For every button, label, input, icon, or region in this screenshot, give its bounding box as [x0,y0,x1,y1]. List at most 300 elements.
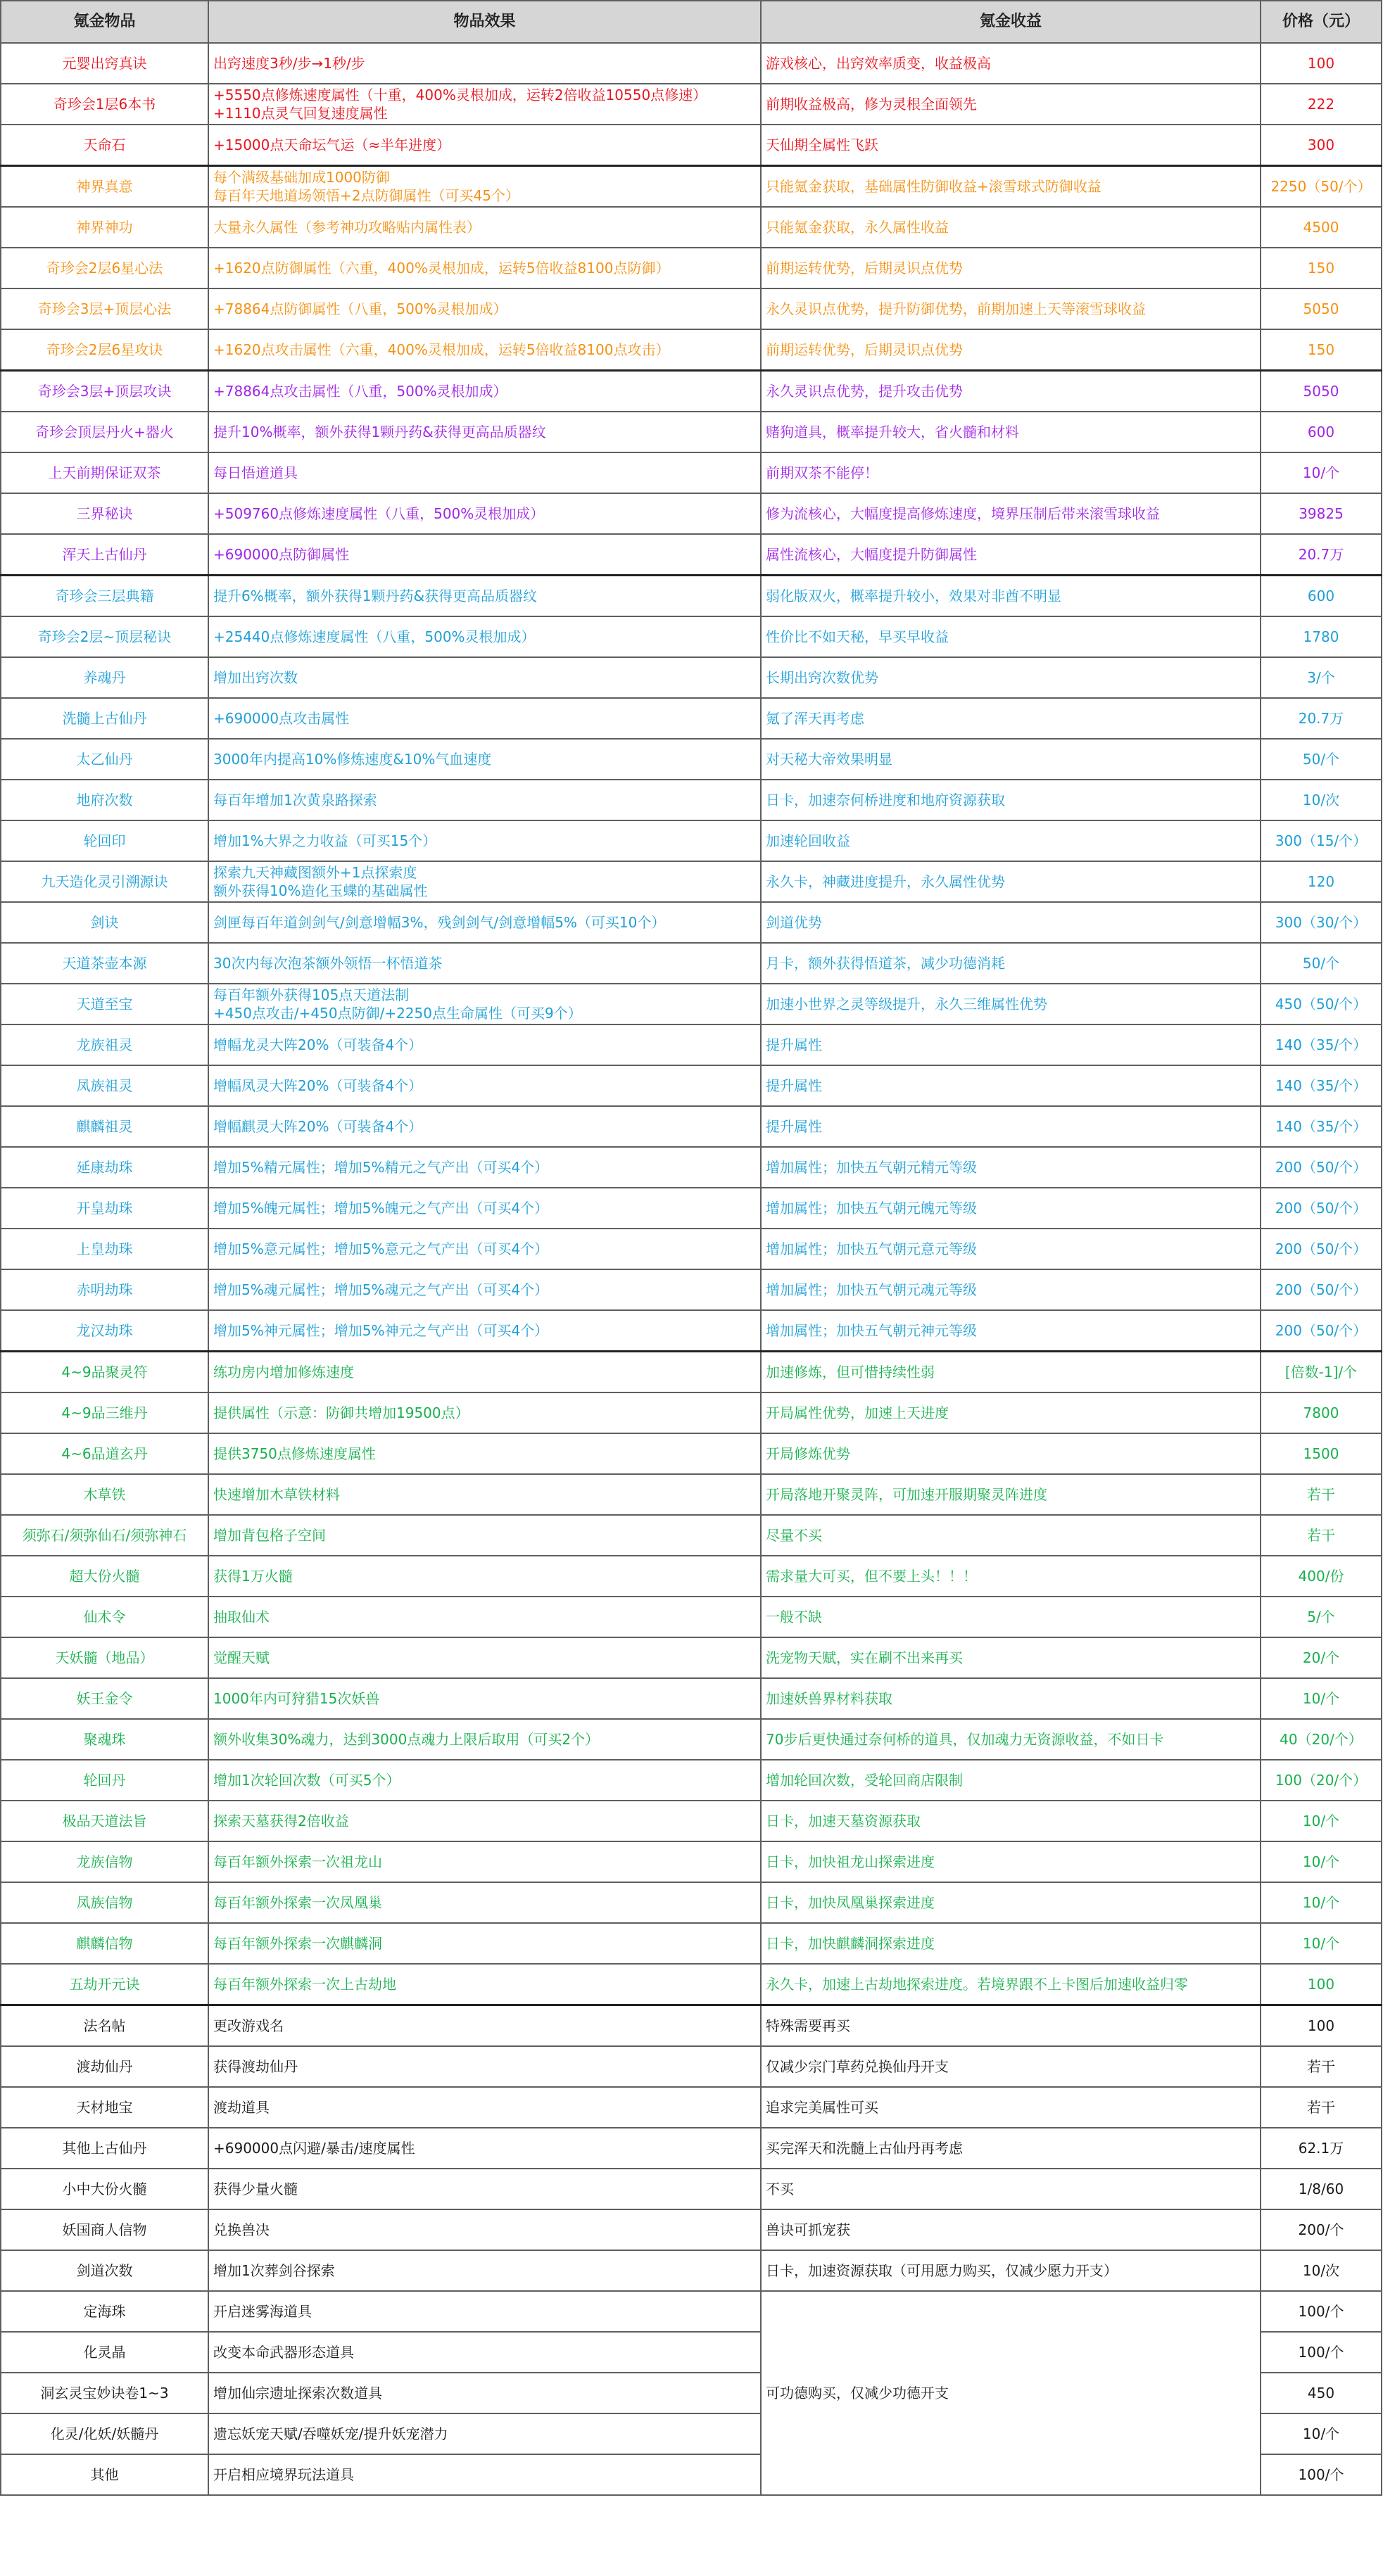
item-price: 600 [1261,412,1382,452]
item-name: 凤族信物 [1,1882,208,1923]
item-effect-line: 获得1万火髓 [213,1568,293,1585]
table-row [1,2209,1382,2250]
item-effect [208,1065,761,1106]
item-effect-line: 开启迷雾海道具 [213,2303,312,2320]
item-price: 10/个 [1261,1841,1382,1882]
item-effect [208,2413,761,2454]
item-price: 40（20/个） [1261,1719,1382,1760]
item-effect [208,43,761,84]
item-price: 450 [1261,2373,1382,2413]
item-gain: 日卡，加快祖龙山探索进度 [761,1841,1261,1882]
item-gain: 兽诀可抓宠获 [761,2209,1261,2250]
item-effect [208,2291,761,2332]
item-effect [208,1147,761,1188]
item-name: 凤族祖灵 [1,1065,208,1106]
table-row [1,943,1382,984]
item-effect [208,2087,761,2128]
item-effect-line: 增加1次葬剑谷探索 [213,2262,335,2279]
table-row [1,576,1382,617]
item-effect [208,1515,761,1556]
item-price: 若干 [1261,1515,1382,1556]
item-effect [208,943,761,984]
item-effect [208,2128,761,2169]
item-effect-line: 每百年额外探索一次麒麟洞 [213,1935,382,1952]
item-effect-line: +450点攻击/+450点防御/+2250点生命属性（可买9个） [213,1005,582,1022]
item-gain: 永久卡，加速上古劫地探索进度。若境界跟不上卡图后加速收益归零 [761,1964,1261,2005]
item-gain: 剑道优势 [761,902,1261,943]
item-gain: 提升属性 [761,1024,1261,1065]
item-name: 洗髓上古仙丹 [1,698,208,739]
item-price: 222 [1261,84,1382,125]
table-row [1,1637,1382,1678]
item-price: 4500 [1261,207,1382,248]
item-price: 50/个 [1261,739,1382,780]
item-name: 上天前期保证双茶 [1,452,208,493]
item-name: 三界秘诀 [1,493,208,534]
item-name: 赤明劫珠 [1,1269,208,1310]
table-row [1,493,1382,534]
item-gain: 性价比不如天秘，早买早收益 [761,616,1261,657]
item-gain: 开局属性优势，加速上天进度 [761,1392,1261,1433]
item-effect [208,166,761,208]
item-effect-line: 渡劫道具 [213,2099,270,2116]
table-row [1,1841,1382,1882]
item-price: 140（35/个） [1261,1065,1382,1106]
item-effect-line: 额外收集30%魂力，达到3000点魂力上限后取用（可买2个） [213,1731,600,1748]
item-gain: 增加轮回次数，受轮回商店限制 [761,1760,1261,1801]
item-name: 妖王金令 [1,1678,208,1719]
item-gain: 前期收益极高，修为灵根全面领先 [761,84,1261,125]
item-name: 麒麟祖灵 [1,1106,208,1147]
table-row [1,1229,1382,1269]
item-effect [208,493,761,534]
item-effect-line: +1620点防御属性（六重，400%灵根加成，运转5倍收益8100点防御） [213,260,670,277]
table-row [1,1392,1382,1433]
item-effect [208,2332,761,2373]
table-row [1,739,1382,780]
item-effect-line: +25440点修炼速度属性（八重，500%灵根加成） [213,628,536,645]
item-name: 奇珍会顶层丹火+器火 [1,412,208,452]
item-effect-line: 提升10%概率，额外获得1颗丹药&获得更高品质器纹 [213,424,546,440]
item-effect-line: 提供3750点修炼速度属性 [213,1445,376,1462]
item-effect [208,371,761,412]
item-gain: 只能氪金获取，基础属性防御收益+滚雪球式防御收益 [761,166,1261,208]
item-effect [208,1433,761,1474]
item-gain: 弱化版双火，概率提升较小，效果对非酋不明显 [761,576,1261,617]
item-effect-line: 增加1%大界之力收益（可买15个） [213,832,437,849]
item-gain: 永久灵识点优势，提升攻击优势 [761,371,1261,412]
header-row [1,1,1382,43]
item-price: 600 [1261,576,1382,617]
table-row [1,698,1382,739]
item-name: 上皇劫珠 [1,1229,208,1269]
item-gain: 特殊需要再买 [761,2005,1261,2047]
item-effect-line: 每百年额外探索一次上古劫地 [213,1976,396,1993]
item-name: 聚魂珠 [1,1719,208,1760]
item-effect [208,1882,761,1923]
item-gain: 氪了浑天再考虑 [761,698,1261,739]
table-row [1,2169,1382,2209]
item-gain: 前期双茶不能停！ [761,452,1261,493]
item-effect [208,248,761,288]
item-gain: 一般不缺 [761,1597,1261,1637]
header-price: 价格（元） [1261,1,1382,43]
item-effect-line: 30次内每次泡茶额外领悟一杯悟道茶 [213,955,443,972]
item-price: 5050 [1261,288,1382,329]
item-name: 极品天道法旨 [1,1801,208,1841]
item-effect-line: 1000年内可狩猎15次妖兽 [213,1690,380,1707]
item-name: 洞玄灵宝妙诀卷1~3 [1,2373,208,2413]
table-row [1,452,1382,493]
table-row [1,2128,1382,2169]
item-effect-line: 增加出窍次数 [213,669,298,686]
table-row [1,780,1382,820]
item-gain: 月卡，额外获得悟道茶，减少功德消耗 [761,943,1261,984]
item-price: 120 [1261,861,1382,902]
item-effect [208,452,761,493]
item-gain: 增加属性；加快五气朝元魄元等级 [761,1188,1261,1229]
item-effect-line: 每百年天地道场领悟+2点防御属性（可买45个） [213,187,519,204]
item-price: 100/个 [1261,2332,1382,2373]
item-gain: 日卡，加快麒麟洞探索进度 [761,1923,1261,1964]
item-effect-line: 改变本命武器形态道具 [213,2344,354,2361]
item-name: 养魂丹 [1,657,208,698]
item-effect [208,1556,761,1597]
item-price: 1/8/60 [1261,2169,1382,2209]
item-name: 奇珍会3层+顶层心法 [1,288,208,329]
item-effect [208,1352,761,1393]
item-gain: 仅减少宗门草药兑换仙丹开支 [761,2046,1261,2087]
item-name: 龙族祖灵 [1,1024,208,1065]
item-effect-line: +690000点闪避/暴击/速度属性 [213,2140,415,2157]
item-price: 200（50/个） [1261,1310,1382,1352]
item-gain: 尽量不买 [761,1515,1261,1556]
table-row [1,902,1382,943]
item-effect-line: +15000点天命坛气运（≈半年进度） [213,137,451,153]
item-effect-line: +690000点防御属性 [213,546,350,563]
item-name: 奇珍会2层6星攻诀 [1,329,208,371]
item-gain: 日卡，加快凤凰巢探索进度 [761,1882,1261,1923]
item-effect-line: +1110点灵气回复速度属性 [213,105,388,122]
item-gain: 加速修炼，但可惜持续性弱 [761,1352,1261,1393]
item-price: 若干 [1261,2046,1382,2087]
item-effect [208,1597,761,1637]
header-gain: 氪金收益 [761,1,1261,43]
item-effect [208,616,761,657]
item-name: 元婴出窍真诀 [1,43,208,84]
item-gain: 游戏核心，出窍效率质变，收益极高 [761,43,1261,84]
table-row [1,1474,1382,1515]
item-name: 定海珠 [1,2291,208,2332]
item-gain: 加速妖兽界材料获取 [761,1678,1261,1719]
item-effect [208,1637,761,1678]
item-gain: 提升属性 [761,1065,1261,1106]
item-name: 超大份火髓 [1,1556,208,1597]
item-name: 4~6品道玄丹 [1,1433,208,1474]
item-effect [208,861,761,902]
table-row [1,1269,1382,1310]
item-effect-line: 开启相应境界玩法道具 [213,2466,354,2483]
item-effect [208,2046,761,2087]
table-row [1,125,1382,166]
item-effect-line: 每百年额外探索一次祖龙山 [213,1853,382,1870]
item-gain: 增加属性；加快五气朝元神元等级 [761,1310,1261,1352]
item-gain: 需求量大可买，但不要上头！！！ [761,1556,1261,1597]
item-gain: 增加属性；加快五气朝元精元等级 [761,1147,1261,1188]
item-name: 妖国商人信物 [1,2209,208,2250]
item-gain: 增加属性；加快五气朝元意元等级 [761,1229,1261,1269]
item-price: 100（20/个） [1261,1760,1382,1801]
item-effect [208,984,761,1024]
item-name: 天妖髓（地品） [1,1637,208,1678]
item-gain: 永久卡，神藏进度提升，永久属性优势 [761,861,1261,902]
item-name: 天道茶壶本源 [1,943,208,984]
item-gain: 长期出窍次数优势 [761,657,1261,698]
item-effect-line: 增幅麒灵大阵20%（可装备4个） [213,1118,423,1135]
table-row [1,166,1382,208]
item-effect [208,1678,761,1719]
item-name: 浑天上古仙丹 [1,534,208,576]
item-effect [208,1310,761,1352]
item-name: 4~9品聚灵符 [1,1352,208,1393]
item-price: 200（50/个） [1261,1188,1382,1229]
item-price: 1500 [1261,1433,1382,1474]
item-gain: 提升属性 [761,1106,1261,1147]
item-gain: 属性流核心，大幅度提升防御属性 [761,534,1261,576]
item-name: 木草铁 [1,1474,208,1515]
item-name: 奇珍会1层6本书 [1,84,208,125]
item-effect [208,780,761,820]
item-name: 须弥石/须弥仙石/须弥神石 [1,1515,208,1556]
item-effect-line: 提升6%概率，额外获得1颗丹药&获得更高品质器纹 [213,588,538,604]
item-price: 20/个 [1261,1637,1382,1678]
item-effect-line: 遗忘妖宠天赋/吞噬妖宠/提升妖宠潜力 [213,2425,448,2442]
item-name: 4~9品三维丹 [1,1392,208,1433]
item-effect-line: 3000年内提高10%修炼速度&10%气血速度 [213,751,492,768]
item-gain: 加速小世界之灵等级提升，永久三维属性优势 [761,984,1261,1024]
item-price: 20.7万 [1261,534,1382,576]
item-effect-line: 提供属性（示意：防御共增加19500点） [213,1404,469,1421]
item-effect [208,125,761,166]
item-price: 400/份 [1261,1556,1382,1597]
item-name: 化灵/化妖/妖髓丹 [1,2413,208,2454]
table-row [1,2291,1382,2332]
table-row [1,207,1382,248]
item-effect-line: 出窍速度3秒/步→1秒/步 [213,55,365,72]
table-row [1,1760,1382,1801]
table-row [1,1065,1382,1106]
item-price: 2250（50/个） [1261,166,1382,208]
item-name: 五劫开元诀 [1,1964,208,2005]
item-price: 1780 [1261,616,1382,657]
item-price: 100 [1261,1964,1382,2005]
item-effect [208,534,761,576]
table-row [1,534,1382,576]
item-price: 150 [1261,329,1382,371]
item-effect-line: 增加5%魂元属性；增加5%魂元之气产出（可买4个） [213,1281,549,1298]
item-effect [208,739,761,780]
item-effect-line: 每个满级基础加成1000防御 [213,169,390,186]
item-gain: 追求完美属性可买 [761,2087,1261,2128]
item-effect [208,1801,761,1841]
item-name: 麒麟信物 [1,1923,208,1964]
item-name: 神界真意 [1,166,208,208]
item-effect [208,657,761,698]
table-row [1,1352,1382,1393]
item-gain: 加速轮回收益 [761,820,1261,861]
item-effect-line: 增加5%精元属性；增加5%精元之气产出（可买4个） [213,1159,549,1176]
item-effect-line: 大量永久属性（参考神功攻略贴内属性表） [213,219,481,236]
table-row [1,288,1382,329]
item-price: 10/个 [1261,1678,1382,1719]
item-name: 奇珍会3层+顶层攻诀 [1,371,208,412]
table-row [1,84,1382,125]
table-row [1,1106,1382,1147]
item-price: 10/个 [1261,1923,1382,1964]
table-row [1,329,1382,371]
item-name: 其他 [1,2454,208,2495]
item-effect [208,1841,761,1882]
item-effect-line: 快速增加木草铁材料 [213,1486,340,1503]
item-effect-line: 增幅凤灵大阵20%（可装备4个） [213,1077,423,1094]
table-row [1,1433,1382,1474]
item-effect [208,698,761,739]
item-effect [208,412,761,452]
item-price: 200（50/个） [1261,1229,1382,1269]
item-price: 200/个 [1261,2209,1382,2250]
item-name: 太乙仙丹 [1,739,208,780]
item-name: 九天造化灵引溯源诀 [1,861,208,902]
item-effect-line: 增加5%神元属性；增加5%神元之气产出（可买4个） [213,1322,549,1339]
table-row [1,616,1382,657]
table-row [1,820,1382,861]
item-effect-line: +509760点修炼速度属性（八重，500%灵根加成） [213,505,545,522]
item-price: 100/个 [1261,2291,1382,2332]
item-gain: 洗宠物天赋，实在刷不出来再买 [761,1637,1261,1678]
table-row [1,1597,1382,1637]
item-price: 5/个 [1261,1597,1382,1637]
item-price: 3/个 [1261,657,1382,698]
item-effect [208,84,761,125]
item-effect [208,207,761,248]
item-effect [208,2005,761,2047]
table-row [1,1923,1382,1964]
table-row [1,2250,1382,2291]
table-row [1,1147,1382,1188]
item-effect-line: 探索九天神藏图额外+1点探索度 [213,864,417,881]
item-name: 渡劫仙丹 [1,2046,208,2087]
item-gain: 开局修炼优势 [761,1433,1261,1474]
item-effect-line: 增加仙宗遗址探索次数道具 [213,2385,382,2401]
item-price: 62.1万 [1261,2128,1382,2169]
item-effect [208,2454,761,2495]
item-price: [倍数-1]/个 [1261,1352,1382,1393]
item-price: 50/个 [1261,943,1382,984]
item-price: 5050 [1261,371,1382,412]
item-name: 天命石 [1,125,208,166]
item-effect [208,2209,761,2250]
item-effect [208,1269,761,1310]
item-effect-line: 练功房内增加修炼速度 [213,1364,354,1381]
item-price: 10/个 [1261,452,1382,493]
item-effect [208,329,761,371]
table-row [1,371,1382,412]
table-row [1,1515,1382,1556]
item-effect [208,820,761,861]
item-gain: 70步后更快通过奈何桥的道具，仅加魂力无资源收益，不如日卡 [761,1719,1261,1760]
item-effect [208,1024,761,1065]
table-body [1,43,1382,2495]
item-effect [208,2373,761,2413]
item-effect-line: 抽取仙术 [213,1609,270,1625]
table-row [1,2046,1382,2087]
item-effect-line: 增加5%意元属性；增加5%意元之气产出（可买4个） [213,1241,549,1257]
table-row [1,248,1382,288]
table-row [1,1678,1382,1719]
item-name: 天材地宝 [1,2087,208,2128]
item-gain: 不买 [761,2169,1261,2209]
item-name: 天道至宝 [1,984,208,1024]
item-price: 10/次 [1261,780,1382,820]
table-row [1,1719,1382,1760]
item-effect [208,576,761,617]
item-price: 10/个 [1261,1882,1382,1923]
item-name: 龙汉劫珠 [1,1310,208,1352]
item-price: 300（15/个） [1261,820,1382,861]
item-effect-line: 剑匣每百年道剑剑气/剑意增幅3%，残剑剑气/剑意增幅5%（可买10个） [213,914,666,931]
item-name: 剑道次数 [1,2250,208,2291]
item-gain: 日卡，加速奈何桥进度和地府资源获取 [761,780,1261,820]
item-price: 若干 [1261,2087,1382,2128]
table-row [1,984,1382,1024]
item-name: 剑诀 [1,902,208,943]
item-effect-line: 更改游戏名 [213,2017,284,2034]
item-effect-line: +1620点攻击属性（六重，400%灵根加成，运转5倍收益8100点攻击） [213,341,670,358]
item-price: 10/次 [1261,2250,1382,2291]
item-name: 其他上古仙丹 [1,2128,208,2169]
item-gain: 开局落地开聚灵阵，可加速开服期聚灵阵进度 [761,1474,1261,1515]
item-effect [208,1229,761,1269]
item-gain: 日卡，加速天墓资源获取 [761,1801,1261,1841]
table-row [1,2087,1382,2128]
item-price: 20.7万 [1261,698,1382,739]
table-row [1,1882,1382,1923]
item-effect [208,1474,761,1515]
item-effect-line: 增加5%魄元属性；增加5%魄元之气产出（可买4个） [213,1200,549,1217]
item-gain: 只能氪金获取，永久属性收益 [761,207,1261,248]
table-row [1,1556,1382,1597]
item-effect-line: 兑换兽决 [213,2221,270,2238]
table-row [1,1964,1382,2005]
item-effect [208,1188,761,1229]
item-price: 10/个 [1261,1801,1382,1841]
table-row [1,657,1382,698]
header-item: 氪金物品 [1,1,208,43]
item-price: 10/个 [1261,2413,1382,2454]
item-name: 仙术令 [1,1597,208,1637]
item-gain: 买完浑天和洗髓上古仙丹再考虑 [761,2128,1261,2169]
item-effect-line: +690000点攻击属性 [213,710,350,727]
item-price: 200（50/个） [1261,1269,1382,1310]
item-gain: 永久灵识点优势，提升防御优势，前期加速上天等滚雪球收益 [761,288,1261,329]
item-gain: 前期运转优势，后期灵识点优势 [761,329,1261,371]
item-effect [208,1719,761,1760]
table-row [1,1024,1382,1065]
item-gain: 修为流核心，大幅度提高修炼速度，境界压制后带来滚雪球收益 [761,493,1261,534]
item-name: 地府次数 [1,780,208,820]
item-effect-line: 获得渡劫仙丹 [213,2058,298,2075]
item-gain: 前期运转优势，后期灵识点优势 [761,248,1261,288]
